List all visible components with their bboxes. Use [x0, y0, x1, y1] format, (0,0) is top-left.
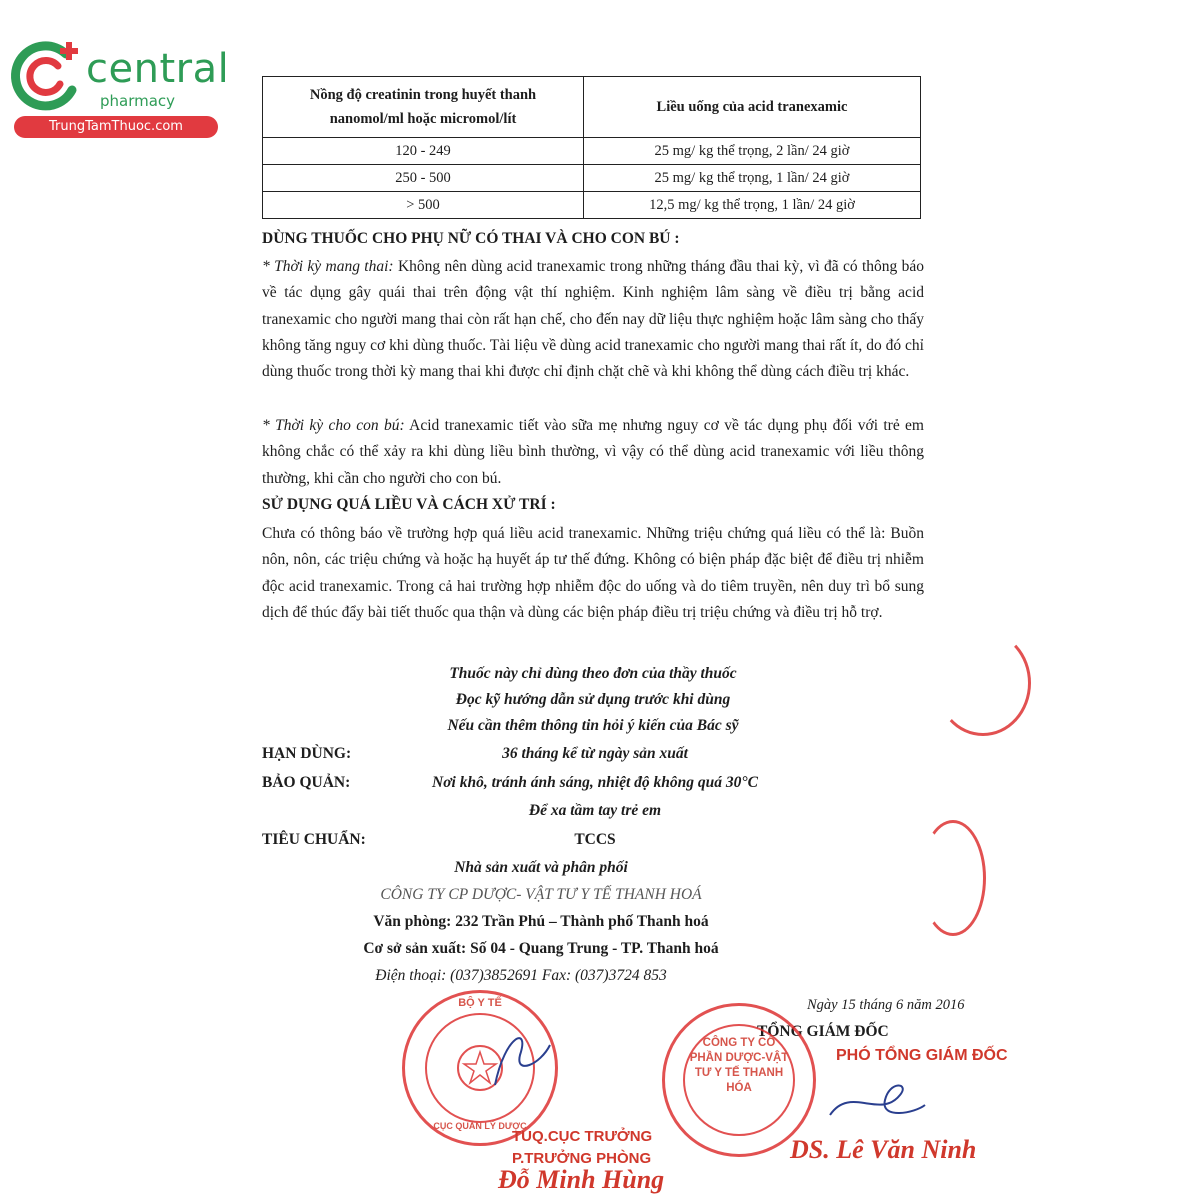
manufacturer-office: Văn phòng: 232 Trần Phú – Thành phố Thanh hoá [373, 913, 709, 930]
logo-brand: central [86, 46, 230, 92]
company-stamp-text: CÔNG TY CỔ PHẦN DƯỢC-VẬT TƯ Y TẾ THANH HÓA [689, 1037, 789, 1094]
partial-stamp-middle [920, 820, 986, 936]
breastfeeding-paragraph [262, 413, 924, 492]
ministry-stamp-text: BỘ Y TẾ [458, 997, 502, 1009]
manufacturer-caption: Nhà sản xuất và phân phối [454, 859, 628, 876]
table-header [263, 77, 921, 138]
ministry-title-1: TUQ.CỤC TRƯỞNG [512, 1128, 653, 1145]
storage-label: BẢO QUẢN: [262, 774, 351, 791]
table-cell-dose: 25 mg/ kg thể trọng, 2 lần/ 24 giờ [584, 138, 921, 165]
manufacturer-company: CÔNG TY CP DƯỢC- VẬT TƯ Y TẾ THANH HOÁ [380, 886, 702, 903]
logo-site: TrungTamThuoc.com [14, 116, 218, 138]
partial-stamp-top [935, 630, 1031, 736]
central-pharmacy-logo [10, 38, 230, 138]
notice-read-guide: Đọc kỹ hướng dẫn sử dụng trước khi dùng [455, 691, 731, 708]
signature-date: Ngày 15 tháng 6 năm 2016 [807, 997, 965, 1013]
standard-value: TCCS [574, 831, 616, 848]
company-stamp [662, 1003, 816, 1157]
table-cell-dose: 25 mg/ kg thể trọng, 1 lần/ 24 giờ [584, 165, 921, 192]
overdose-heading: SỬ DỤNG QUÁ LIỀU VÀ CÁCH XỬ TRÍ : [262, 496, 556, 513]
storage-value: Nơi khô, tránh ánh sáng, nhiệt độ không quá 30°C [432, 774, 758, 791]
standard-label: TIÊU CHUẨN: [262, 831, 366, 848]
notice-prescription: Thuốc này chỉ dùng theo đơn của thầy thuốc [449, 665, 737, 682]
pregnancy-lead: * Thời kỳ mang thai: [262, 258, 394, 275]
table-cell-dose: 12,5 mg/ kg thể trọng, 1 lần/ 24 giờ [584, 192, 921, 219]
table-header-dose: Liều uống của acid tranexamic [584, 77, 921, 138]
shelf-life-label: HẠN DÙNG: [262, 745, 352, 762]
signature-deputy: PHÓ TỔNG GIÁM ĐỐC [836, 1047, 1008, 1064]
breastfeeding-body: Acid tranexamic tiết vào sữa mẹ nhưng nguy cơ về tác dụng phụ đối với trẻ em không chắc có thể xảy ra khi dùng liều bình thường, vì vậy có thể dùng acid tranexamic với liều thông thường, khi cần cho người cho con bú. [262, 417, 924, 487]
table-cell-range: 250 - 500 [263, 165, 584, 192]
signature-title: TỔNG GIÁM ĐỐC [757, 1023, 889, 1040]
breastfeeding-lead: * Thời kỳ cho con bú: [262, 417, 405, 434]
overdose-paragraph: Chưa có thông báo về trường hợp quá liều acid tranexamic. Những triệu chứng quá liều có thể là: Buồn nôn, nôn, các triệu chứng và hoặc hạ huyết áp tư thế đứng. Không có biện pháp đặc biệt để điều trị nhiễm độc acid tranexamic. Trong cả hai trường hợp nhiễm độc do uống và do tiêm truyền, nên duy trì bổ sung dịch để thúc đẩy bài tiết thuốc qua thận và dùng các biện pháp điều trị triệu chứng và điều trị hỗ trợ. [262, 525, 924, 621]
ministry-signer-name: Đỗ Minh Hùng [498, 1165, 665, 1194]
shelf-life-value: 36 tháng kể từ ngày sản xuất [502, 745, 688, 762]
manufacturer-factory: Cơ sở sản xuất: Số 04 - Quang Trung - TP. Thanh hoá [363, 940, 719, 957]
logo-sub: pharmacy [100, 92, 176, 110]
signature-icon [820, 1075, 930, 1130]
signature-name: DS. Lê Văn Ninh [790, 1135, 977, 1164]
pregnancy-heading: DÙNG THUỐC CHO PHỤ NỮ CÓ THAI VÀ CHO CON BÚ : [262, 230, 680, 247]
table-cell-range: > 500 [263, 192, 584, 219]
pregnancy-paragraph [262, 254, 924, 385]
table-row [263, 192, 921, 219]
ministry-signature-icon [480, 1015, 560, 1105]
ministry-title-2: P.TRƯỞNG PHÒNG [512, 1150, 652, 1167]
table-row [263, 138, 921, 165]
ministry-stamp-ring: CỤC QUẢN LÝ DƯỢC [433, 1121, 527, 1131]
table-header-creatinine: Nồng độ creatinin trong huyết thanh nanomol/ml hoặc micromol/lít [263, 77, 584, 138]
table-cell-range: 120 - 249 [263, 138, 584, 165]
storage-extra: Để xa tầm tay trẻ em [528, 802, 662, 819]
dosage-table [262, 76, 921, 219]
pharmacy-logo-icon [10, 38, 86, 114]
table-row [263, 165, 921, 192]
pregnancy-body: Không nên dùng acid tranexamic trong những tháng đầu thai kỳ, vì đã có thông báo về tác dụng gây quái thai trên động vật thí nghiệm. Kinh nghiệm lâm sàng về điều trị bằng acid tranexamic cho người mang thai còn rất hạn chế, cho đến nay dữ liệu thực nghiệm hoặc lâm sàng cho thấy không tăng nguy cơ khi dùng thuốc. Tài liệu về dùng acid tranexamic cho người mang thai rất ít, do đó chỉ dùng thuốc trong thời kỳ mang thai khi được chỉ định chặt chẽ và khi không thể dùng cách điều trị khác. [262, 258, 924, 381]
manufacturer-phone: Điện thoại: (037)3852691 Fax: (037)3724 853 [375, 967, 667, 984]
notice-ask-doctor: Nếu cần thêm thông tin hỏi ý kiến của Bác sỹ [447, 717, 739, 734]
